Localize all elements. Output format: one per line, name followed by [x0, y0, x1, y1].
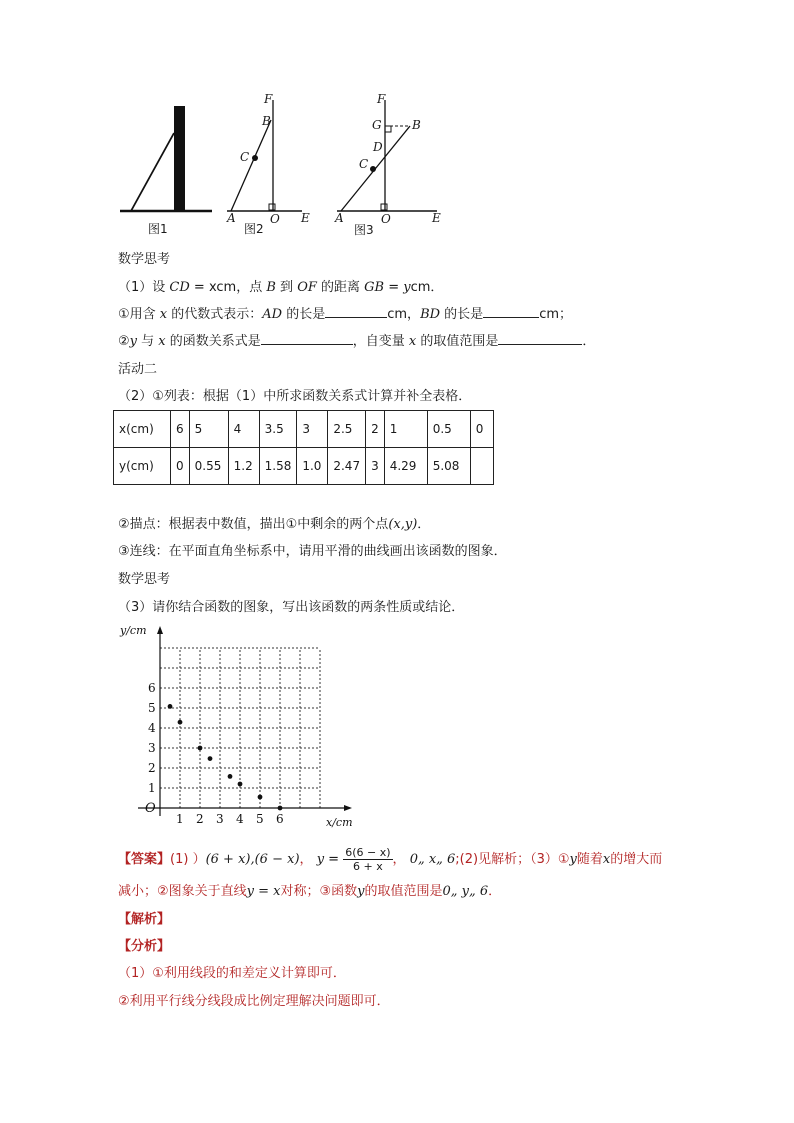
data-point [168, 704, 173, 709]
table-header-y: y(cm) [114, 448, 171, 485]
fig3-label-B: B [412, 118, 421, 132]
figure-2-label: 图2 [244, 222, 264, 236]
figure-3-label: 图3 [354, 223, 374, 237]
table-cell: 5 [189, 411, 228, 448]
question-1-intro: （1）设 CD = xcm，点 B 到 OF 的距离 GB = ycm． [118, 280, 444, 295]
fig3-label-G: G [372, 118, 382, 132]
data-point [228, 774, 233, 779]
y-tick-label: 5 [148, 701, 156, 715]
analysis-line-1: （1）①利用线段的和差定义计算即可． [118, 966, 346, 981]
x-tick-label: 3 [216, 812, 224, 826]
table-cell-blank[interactable] [470, 448, 493, 485]
figures-area [110, 88, 460, 238]
question-1-part-2: ②y 与 x 的函数关系式是 ，自变量 x 的取值范围是 ． [118, 334, 596, 349]
fig2-label-O: O [270, 212, 280, 226]
x-tick-label: 6 [276, 812, 284, 826]
y-axis-arrow [157, 626, 163, 634]
figure-3 [337, 100, 437, 211]
table-cell: 0 [171, 448, 190, 485]
table-cell: 4.29 [384, 448, 427, 485]
answer-blank-ad[interactable] [325, 305, 387, 318]
fig2-label-F: F [264, 92, 273, 106]
table-cell: 5.08 [427, 448, 470, 485]
table-cell: 3 [297, 411, 328, 448]
origin-label: O [145, 801, 156, 816]
fig3-label-A: A [335, 211, 344, 225]
answer-label: 【答案】 [118, 852, 171, 867]
table-cell: 2.47 [328, 448, 366, 485]
y-axis-label: y/cm [120, 624, 147, 637]
data-point [178, 720, 183, 725]
section-heading-math-thinking-1: 数学思考 [118, 252, 171, 267]
section-heading-math-thinking-2: 数学思考 [118, 572, 171, 587]
data-point [198, 746, 203, 751]
x-axis-arrow [344, 805, 352, 811]
answer-line-2: 减小；②图象关于直线y = x对称；③函数y的取值范围是0„ y„ 6． [118, 884, 502, 899]
analysis-line-2: ②利用平行线分线段成比例定理解决问题即可． [118, 994, 390, 1009]
y-tick-label: 4 [148, 721, 156, 735]
table-row-x [114, 411, 494, 448]
answer-blank-function[interactable] [261, 332, 353, 345]
y-tick-label: 3 [148, 741, 156, 755]
table-row-y [114, 448, 494, 485]
coordinate-grid-chart [110, 620, 360, 830]
table-cell: 1 [384, 411, 427, 448]
data-point [238, 782, 243, 787]
fig3-label-D: D [373, 140, 383, 154]
value-table [113, 410, 494, 485]
x-tick-label: 2 [196, 812, 204, 826]
fig3-label-O: O [381, 212, 391, 226]
answer-fraction: $\frac{6(6 - x)}{6 + x}$ [345, 846, 391, 873]
fig2-label-E: E [301, 211, 310, 225]
question-2-text: （2）①列表：根据（1）中所求函数关系式计算并补全表格． [118, 389, 472, 404]
answer-line-1: 【答案】(1) ）(6 + x),(6 − x)， y = $\frac{6(6 - x)}{6 + x}$ ， 0„ x„ 6;(2)见解析；（3）①y随着x的增大而 [118, 846, 663, 873]
question-2-step-3: ③连线：在平面直角坐标系中，请用平滑的曲线画出该函数的图象． [118, 544, 507, 559]
fig2-label-C: C [240, 150, 250, 164]
table-cell: 4 [228, 411, 259, 448]
question-3-text: （3）请你结合函数的图象，写出该函数的两条性质或结论． [118, 600, 465, 615]
fig2-label-A: A [227, 211, 236, 225]
table-cell: 2 [366, 411, 385, 448]
figure-1 [120, 106, 212, 211]
fig3-label-E: E [432, 211, 441, 225]
analysis-sub-label: 【分析】 [118, 939, 171, 954]
fig2-label-B: B [262, 114, 271, 128]
table-cell: 1.58 [259, 448, 297, 485]
table-cell: 0.55 [189, 448, 228, 485]
x-tick-label: 4 [236, 812, 244, 826]
question-1-part-1: ①用含 x 的代数式表示：AD 的长是 cm，BD 的长是 cm； [118, 307, 572, 322]
answer-blank-bd[interactable] [483, 305, 539, 318]
y-tick-label: 1 [148, 781, 156, 795]
data-point [278, 806, 283, 811]
table-cell: 0 [470, 411, 493, 448]
question-2-step-2: ②描点：根据表中数值，描出①中剩余的两个点(x,y)． [118, 517, 431, 532]
x-axis-label: x/cm [326, 816, 353, 829]
table-cell: 1.2 [228, 448, 259, 485]
data-point [208, 756, 213, 761]
analysis-label: 【解析】 [118, 912, 171, 927]
figure-1-label: 图1 [148, 222, 168, 236]
y-tick-label: 6 [148, 681, 156, 695]
data-point [258, 795, 263, 800]
table-cell: 2.5 [328, 411, 366, 448]
x-tick-label: 1 [176, 812, 184, 826]
table-cell: 1.0 [297, 448, 328, 485]
table-cell: 3.5 [259, 411, 297, 448]
section-heading-activity-2: 活动二 [118, 362, 158, 377]
table-header-x: x(cm) [114, 411, 171, 448]
table-cell: 6 [171, 411, 190, 448]
table-cell: 3 [366, 448, 385, 485]
fig3-label-C: C [359, 157, 369, 171]
fig3-label-F: F [377, 92, 386, 106]
answer-blank-range[interactable] [498, 332, 582, 345]
x-tick-label: 5 [256, 812, 264, 826]
table-cell: 0.5 [427, 411, 470, 448]
y-tick-label: 2 [148, 761, 156, 775]
